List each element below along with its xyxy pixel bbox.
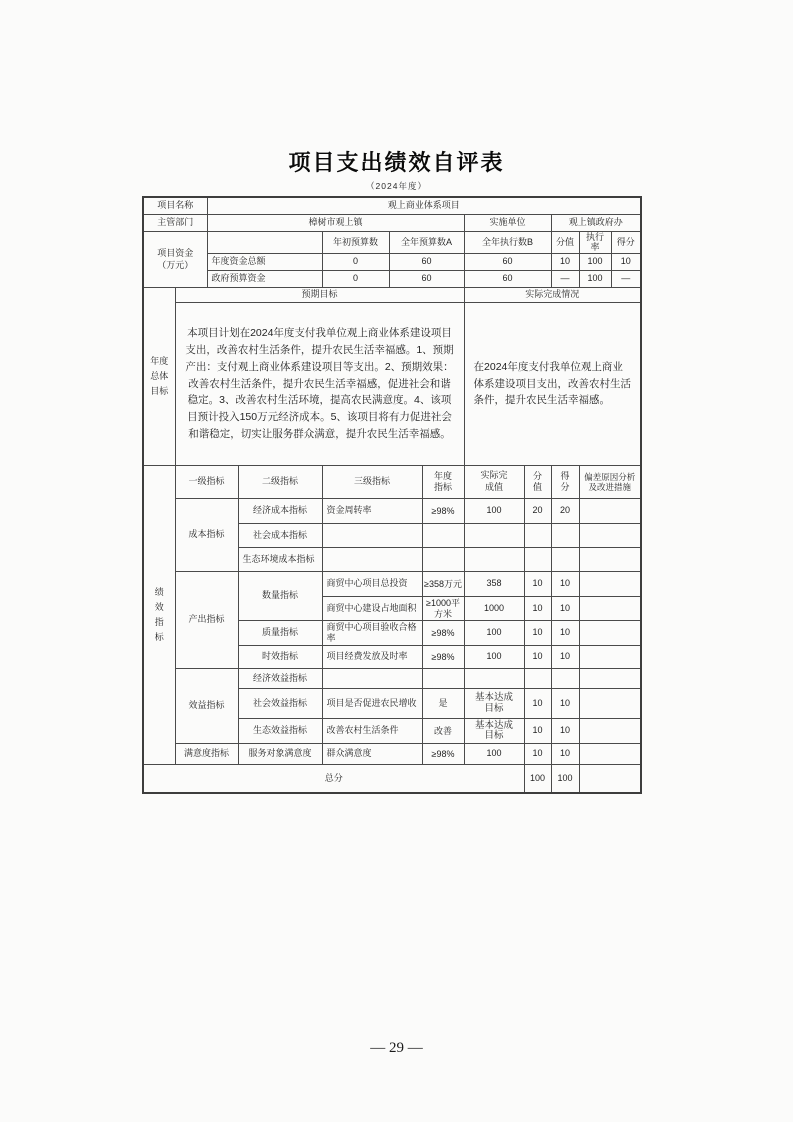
score bbox=[551, 669, 579, 689]
header-level2: 二级指标 bbox=[238, 466, 322, 499]
level2-indicator: 社会成本指标 bbox=[238, 524, 322, 548]
table-row bbox=[143, 466, 641, 499]
total-score: 100 bbox=[551, 765, 579, 793]
funds-section-label: 项目资金（万元） bbox=[143, 231, 207, 288]
annual-target bbox=[422, 669, 464, 689]
level3-indicator: 商贸中心项目总投资 bbox=[322, 572, 422, 597]
score: 20 bbox=[551, 499, 579, 524]
points: 10 bbox=[524, 689, 551, 719]
expected-goal-header: 预期目标 bbox=[175, 288, 464, 303]
self-evaluation-table bbox=[142, 196, 642, 794]
level2-indicator: 经济效益指标 bbox=[238, 669, 322, 689]
deviation-cell bbox=[579, 744, 641, 765]
annual-goal-section-label: 年度总体目标 bbox=[143, 288, 175, 466]
funds-value-initial: 0 bbox=[322, 271, 389, 288]
actual-value bbox=[464, 548, 524, 572]
table-row bbox=[143, 271, 641, 288]
actual-value: 358 bbox=[464, 572, 524, 597]
deviation-cell bbox=[579, 689, 641, 719]
department-value: 樟树市观上镇 bbox=[207, 214, 464, 231]
deviation-cell bbox=[579, 669, 641, 689]
level1-satisfaction: 满意度指标 bbox=[175, 744, 238, 765]
level3-indicator: 商贸中心项目验收合格率 bbox=[322, 621, 422, 646]
actual-completion-text: 在2024年度支付我单位观上商业体系建设项目支出，改善农村生活条件，提升农民生活幸福感。 bbox=[464, 303, 641, 466]
level3-indicator bbox=[322, 548, 422, 572]
funds-value-executed: 60 bbox=[464, 271, 551, 288]
annual-target: ≥1000平方米 bbox=[422, 597, 464, 621]
table-row bbox=[143, 572, 641, 597]
annual-target: ≥98% bbox=[422, 744, 464, 765]
funds-row-name: 政府预算资金 bbox=[207, 271, 322, 288]
actual-value: 100 bbox=[464, 499, 524, 524]
score bbox=[551, 548, 579, 572]
actual-value: 100 bbox=[464, 744, 524, 765]
actual-value: 基本达成目标 bbox=[464, 719, 524, 744]
score: 10 bbox=[551, 597, 579, 621]
table-row bbox=[143, 254, 641, 271]
funds-value-initial: 0 bbox=[322, 254, 389, 271]
funds-value-score: 10 bbox=[611, 254, 641, 271]
table-row bbox=[143, 288, 641, 303]
annual-target bbox=[422, 524, 464, 548]
deviation-cell bbox=[579, 499, 641, 524]
deviation-cell bbox=[579, 548, 641, 572]
funds-value-points: — bbox=[551, 271, 579, 288]
actual-value bbox=[464, 669, 524, 689]
funds-value-points: 10 bbox=[551, 254, 579, 271]
annual-target: ≥98% bbox=[422, 621, 464, 646]
project-name-label: 项目名称 bbox=[143, 197, 207, 214]
funds-col-points: 分值 bbox=[551, 231, 579, 254]
actual-value bbox=[464, 524, 524, 548]
level3-indicator: 群众满意度 bbox=[322, 744, 422, 765]
level3-indicator: 商贸中心建设占地面积 bbox=[322, 597, 422, 621]
page-number: — 29 — bbox=[370, 1040, 423, 1056]
funds-value-score: — bbox=[611, 271, 641, 288]
page-title: 项目支出绩效自评表 bbox=[288, 150, 505, 175]
actual-value: 100 bbox=[464, 621, 524, 646]
level3-indicator: 项目经费发放及时率 bbox=[322, 646, 422, 669]
actual-value: 100 bbox=[464, 646, 524, 669]
table-row bbox=[143, 214, 641, 231]
funds-value-executed: 60 bbox=[464, 254, 551, 271]
points bbox=[524, 524, 551, 548]
points: 20 bbox=[524, 499, 551, 524]
score: 10 bbox=[551, 719, 579, 744]
level3-indicator bbox=[322, 524, 422, 548]
header-level3: 三级指标 bbox=[322, 466, 422, 499]
table-row bbox=[143, 303, 641, 466]
funds-col-initial-budget: 年初预算数 bbox=[322, 231, 389, 254]
level3-indicator: 改善农村生活条件 bbox=[322, 719, 422, 744]
points bbox=[524, 548, 551, 572]
level1-cost: 成本指标 bbox=[175, 499, 238, 572]
project-name-value: 观上商业体系项目 bbox=[207, 197, 641, 214]
level1-output: 产出指标 bbox=[175, 572, 238, 669]
level3-indicator bbox=[322, 669, 422, 689]
level2-indicator: 数量指标 bbox=[238, 572, 322, 621]
implement-unit-label: 实施单位 bbox=[464, 214, 551, 231]
annual-target: ≥358万元 bbox=[422, 572, 464, 597]
implement-unit-value: 观上镇政府办 bbox=[551, 214, 641, 231]
header-annual-target: 年度指标 bbox=[422, 466, 464, 499]
points: 10 bbox=[524, 719, 551, 744]
score: 10 bbox=[551, 572, 579, 597]
table-row bbox=[143, 765, 641, 793]
level2-indicator: 生态环境成本指标 bbox=[238, 548, 322, 572]
actual-completion-header: 实际完成情况 bbox=[464, 288, 641, 303]
header-deviation: 偏差原因分析及改进措施 bbox=[579, 466, 641, 499]
points: 10 bbox=[524, 744, 551, 765]
table-row bbox=[143, 499, 641, 524]
total-score-label: 总分 bbox=[143, 765, 524, 793]
level3-indicator: 资金周转率 bbox=[322, 499, 422, 524]
actual-value: 1000 bbox=[464, 597, 524, 621]
deviation-cell bbox=[579, 646, 641, 669]
funds-row-name: 年度资金总额 bbox=[207, 254, 322, 271]
funds-value-budget: 60 bbox=[389, 271, 464, 288]
empty-cell bbox=[207, 231, 322, 254]
table-row bbox=[143, 669, 641, 689]
points: 10 bbox=[524, 597, 551, 621]
level2-indicator: 生态效益指标 bbox=[238, 719, 322, 744]
score: 10 bbox=[551, 646, 579, 669]
level2-indicator: 经济成本指标 bbox=[238, 499, 322, 524]
level2-indicator: 质量指标 bbox=[238, 621, 322, 646]
indicators-section-label: 绩效指标 bbox=[143, 466, 175, 765]
score: 10 bbox=[551, 689, 579, 719]
annual-target bbox=[422, 548, 464, 572]
total-points: 100 bbox=[524, 765, 551, 793]
deviation-cell bbox=[579, 572, 641, 597]
funds-col-annual-budget: 全年预算数A bbox=[389, 231, 464, 254]
deviation-cell bbox=[579, 765, 641, 793]
deviation-cell bbox=[579, 621, 641, 646]
expected-goal-text: 本项目计划在2024年度支付我单位观上商业体系建设项目支出，改善农村生活条件，提升农民生活幸福感。1、预期产出：支付观上商业体系建设项目等支出。2、预期效果：改善农村生活条件，提升农民生活幸福感，促进社会和谐稳定。3、改善农村生活环境，提高农民满意度。4、该项目预计投入150万元经济成本。5、该项目将有力促进社会和谐稳定，切实让服务群众满意，提升农民生活幸福感。 bbox=[175, 303, 464, 466]
actual-value: 基本达成目标 bbox=[464, 689, 524, 719]
table-row bbox=[143, 744, 641, 765]
funds-col-score: 得分 bbox=[611, 231, 641, 254]
level1-benefit: 效益指标 bbox=[175, 669, 238, 744]
level2-indicator: 时效指标 bbox=[238, 646, 322, 669]
annual-target: ≥98% bbox=[422, 646, 464, 669]
score bbox=[551, 524, 579, 548]
score: 10 bbox=[551, 621, 579, 646]
annual-target: ≥98% bbox=[422, 499, 464, 524]
points bbox=[524, 669, 551, 689]
header-points: 分值 bbox=[524, 466, 551, 499]
deviation-cell bbox=[579, 719, 641, 744]
page-subtitle: （2024年度） bbox=[366, 181, 427, 191]
department-label: 主管部门 bbox=[143, 214, 207, 231]
funds-value-rate: 100 bbox=[579, 271, 611, 288]
annual-target: 是 bbox=[422, 689, 464, 719]
deviation-cell bbox=[579, 524, 641, 548]
funds-value-budget: 60 bbox=[389, 254, 464, 271]
points: 10 bbox=[524, 572, 551, 597]
deviation-cell bbox=[579, 597, 641, 621]
funds-value-rate: 100 bbox=[579, 254, 611, 271]
points: 10 bbox=[524, 646, 551, 669]
level2-indicator: 社会效益指标 bbox=[238, 689, 322, 719]
header-score: 得分 bbox=[551, 466, 579, 499]
annual-target: 改善 bbox=[422, 719, 464, 744]
level2-indicator: 服务对象满意度 bbox=[238, 744, 322, 765]
header-level1: 一级指标 bbox=[175, 466, 238, 499]
funds-col-execution-rate: 执行率 bbox=[579, 231, 611, 254]
points: 10 bbox=[524, 621, 551, 646]
table-row bbox=[143, 231, 641, 254]
funds-col-annual-executed: 全年执行数B bbox=[464, 231, 551, 254]
level3-indicator: 项目是否促进农民增收 bbox=[322, 689, 422, 719]
score: 10 bbox=[551, 744, 579, 765]
table-row bbox=[143, 197, 641, 214]
header-actual-value: 实际完成值 bbox=[464, 466, 524, 499]
